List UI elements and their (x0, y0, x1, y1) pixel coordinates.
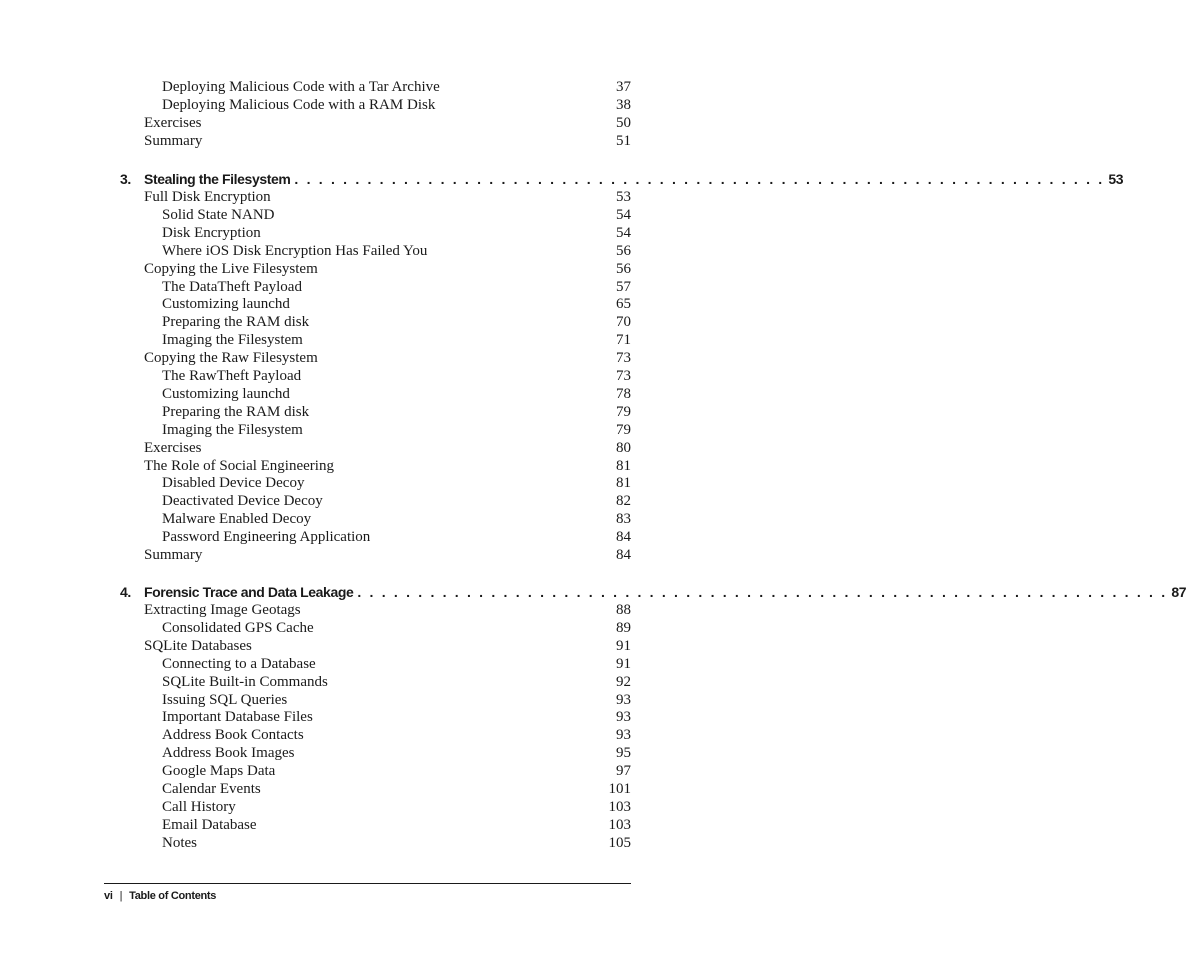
toc-entry-page-number: 95 (616, 745, 631, 762)
toc-entry-page-number: 65 (616, 296, 631, 313)
toc-entry-page-number: 81 (616, 457, 631, 474)
toc-entry-page-number: 105 (608, 834, 631, 851)
running-footer (104, 889, 216, 903)
toc-entry-page-number: 89 (616, 619, 631, 636)
toc-entry-page-number: 71 (616, 332, 631, 349)
toc-entry-title: Deploying Malicious Code with a RAM Disk (162, 97, 436, 113)
toc-entry-page-number: 54 (616, 224, 631, 241)
toc-entry-title: The RawTheft Payload (162, 368, 302, 384)
chapter-title: Stealing the Filesystem (144, 171, 291, 187)
chapter-3-heading[interactable] (0, 169, 1124, 189)
toc-entry[interactable] (0, 132, 735, 150)
toc-entry-page-number: 91 (616, 637, 631, 654)
toc-entry[interactable] (0, 224, 735, 242)
toc-entry[interactable] (0, 114, 735, 132)
toc-entry[interactable] (0, 457, 735, 475)
toc-entry[interactable] (0, 834, 735, 852)
toc-entry[interactable] (0, 726, 735, 744)
toc-entry[interactable] (0, 367, 735, 385)
toc-entry[interactable] (0, 188, 735, 206)
toc-entry-title: Calendar Events (162, 781, 261, 797)
toc-entry-page-number: 93 (616, 691, 631, 708)
toc-entry-title: Disabled Device Decoy (162, 475, 305, 492)
toc-entry-page-number: 97 (616, 763, 631, 780)
toc-entry-title: Preparing the RAM disk (162, 314, 310, 331)
toc-entry-page-number: 56 (616, 242, 631, 259)
toc-entry[interactable] (0, 601, 735, 619)
toc-entry[interactable] (0, 780, 735, 798)
toc-entry-page-number: 81 (616, 475, 631, 492)
toc-entry[interactable] (0, 655, 735, 673)
toc-entry-page-number: 91 (616, 655, 631, 672)
toc-entry[interactable] (0, 528, 735, 546)
running-footer-title: Table of Contents (129, 890, 217, 902)
toc-entry-title: Issuing SQL Queries (162, 691, 288, 708)
toc-entry-title: Copying the Live Filesystem (144, 260, 318, 277)
toc-entry-page-number: 88 (616, 602, 631, 618)
toc-entry-page-number: 84 (616, 529, 631, 546)
toc-entry-title: Connecting to a Database (162, 655, 316, 672)
toc-entry[interactable] (0, 816, 735, 834)
toc-entry-title: Where iOS Disk Encryption Has Failed You (162, 242, 428, 259)
toc-entry-title: The Role of Social Engineering (144, 457, 334, 474)
toc-entry-title: Deactivated Device Decoy (162, 493, 323, 510)
toc-entry-title: Customizing launchd (162, 296, 290, 313)
toc-entry-page-number: 51 (616, 133, 631, 149)
toc-entry-page-number: 56 (616, 260, 631, 277)
toc-entry-page-number: 92 (616, 673, 631, 690)
toc-entry-title: Google Maps Data (162, 763, 276, 780)
chapter-number: 3. (120, 171, 131, 187)
toc-entry-title: Consolidated GPS Cache (162, 619, 314, 636)
toc-entry-page-number: 80 (616, 439, 631, 456)
toc-entry[interactable] (0, 349, 735, 367)
toc-entry-page-number: 57 (616, 278, 631, 295)
toc-entry-title: Full Disk Encryption (144, 189, 271, 205)
toc-entry-title: Disk Encryption (162, 224, 261, 241)
toc-entry[interactable] (0, 492, 735, 510)
toc-entry-title: Preparing the RAM disk (162, 403, 310, 420)
toc-entry[interactable] (0, 313, 735, 331)
toc-entry[interactable] (0, 637, 735, 655)
chapter-number: 4. (120, 584, 131, 600)
folio: vi (104, 890, 113, 902)
toc-entry[interactable] (0, 78, 735, 96)
dot-leader: . . . . . . . . . . . . . . . . . . . . . . . . . . . . . . . . . . . . . . . . . . . . . . . . . . . . . . . . . . . . . . . . . . . (294, 171, 1105, 187)
dot-leader: . . . . . . . . . . . . . . . . . . . . . . . . . . . . . . . . . . . . . . . . . . . . . . . . . . . . . . . . . . . . . . . . . . . (357, 584, 1168, 600)
toc-entry-page-number: 103 (608, 816, 631, 833)
toc-entry-page-number: 73 (616, 368, 631, 384)
toc-entry-page-number: 53 (616, 189, 631, 205)
toc-entry-page-number: 38 (616, 97, 631, 113)
toc-entry-title: Password Engineering Application (162, 529, 371, 546)
toc-entry[interactable] (0, 439, 735, 457)
toc-entry-title: SQLite Databases (144, 637, 252, 654)
toc-entry-title: Notes (162, 834, 197, 851)
toc-entry-title: The DataTheft Payload (162, 278, 302, 295)
toc-entry-title: Exercises (144, 115, 202, 131)
toc-entry-title: Summary (144, 547, 203, 563)
toc-entry-page-number: 93 (616, 727, 631, 744)
toc-entry[interactable] (0, 691, 735, 709)
toc-entry-title: Extracting Image Geotags (144, 602, 301, 618)
toc-entry-title: Imaging the Filesystem (162, 332, 303, 349)
toc-entry-title: Call History (162, 798, 236, 815)
toc-entry-title: Deploying Malicious Code with a Tar Archive (162, 79, 440, 95)
toc-entry[interactable] (0, 278, 735, 296)
toc-entry-title: Customizing launchd (162, 385, 290, 402)
toc-entry[interactable] (0, 673, 735, 691)
toc-entry[interactable] (0, 546, 735, 564)
toc-entry-title: SQLite Built-in Commands (162, 673, 328, 690)
toc-entry-page-number: 54 (616, 206, 631, 223)
toc-entry[interactable] (0, 762, 735, 780)
toc-entry-title: Malware Enabled Decoy (162, 511, 312, 528)
toc-entry[interactable] (0, 295, 735, 313)
toc-entry[interactable] (0, 798, 735, 816)
toc-entry[interactable] (0, 331, 735, 349)
toc-entry[interactable] (0, 619, 735, 637)
toc-entry-page-number: 79 (616, 421, 631, 438)
toc-entry[interactable] (0, 385, 735, 403)
footer-separator: | (119, 890, 123, 902)
chapter-title: Forensic Trace and Data Leakage (144, 584, 354, 600)
toc-entry-page-number: 83 (616, 511, 631, 528)
chapter-page-number: 53 (1108, 171, 1124, 187)
footer-rule (104, 883, 631, 884)
toc-entry-page-number: 37 (616, 79, 631, 95)
toc-entry[interactable] (0, 206, 735, 224)
toc-entry[interactable] (0, 96, 735, 114)
toc-entry-page-number: 84 (616, 547, 631, 563)
toc-entry-page-number: 101 (608, 781, 631, 797)
toc-entry[interactable] (0, 708, 735, 726)
toc-entry-page-number: 50 (616, 115, 631, 131)
toc-entry-page-number: 78 (616, 385, 631, 402)
toc-entry-page-number: 103 (608, 798, 631, 815)
toc-entry-page-number: 73 (616, 350, 631, 367)
toc-entry-page-number: 70 (616, 314, 631, 331)
toc-entry-page-number: 79 (616, 403, 631, 420)
toc-entry[interactable] (0, 510, 735, 528)
toc-entry-title: Copying the Raw Filesystem (144, 350, 318, 367)
toc-entry-title: Important Database Files (162, 709, 313, 726)
toc-entry-title: Exercises (144, 439, 202, 456)
toc-entry-page-number: 93 (616, 709, 631, 726)
toc-entry[interactable] (0, 474, 735, 492)
toc-entry-title: Imaging the Filesystem (162, 421, 303, 438)
toc-entry[interactable] (0, 421, 735, 439)
toc-entry-title: Address Book Images (162, 745, 295, 762)
toc-entry-title: Summary (144, 133, 203, 149)
toc-entry[interactable] (0, 242, 735, 260)
toc-entry[interactable] (0, 744, 735, 762)
toc-entry-title: Address Book Contacts (162, 727, 304, 744)
toc-entry[interactable] (0, 260, 735, 278)
chapter-page-number: 87 (1171, 584, 1186, 600)
toc-entry-title: Solid State NAND (162, 206, 275, 223)
toc-entry[interactable] (0, 403, 735, 421)
chapter-4-heading[interactable] (0, 582, 1186, 602)
toc-entry-page-number: 82 (616, 493, 631, 510)
toc-entry-title: Email Database (162, 816, 257, 833)
